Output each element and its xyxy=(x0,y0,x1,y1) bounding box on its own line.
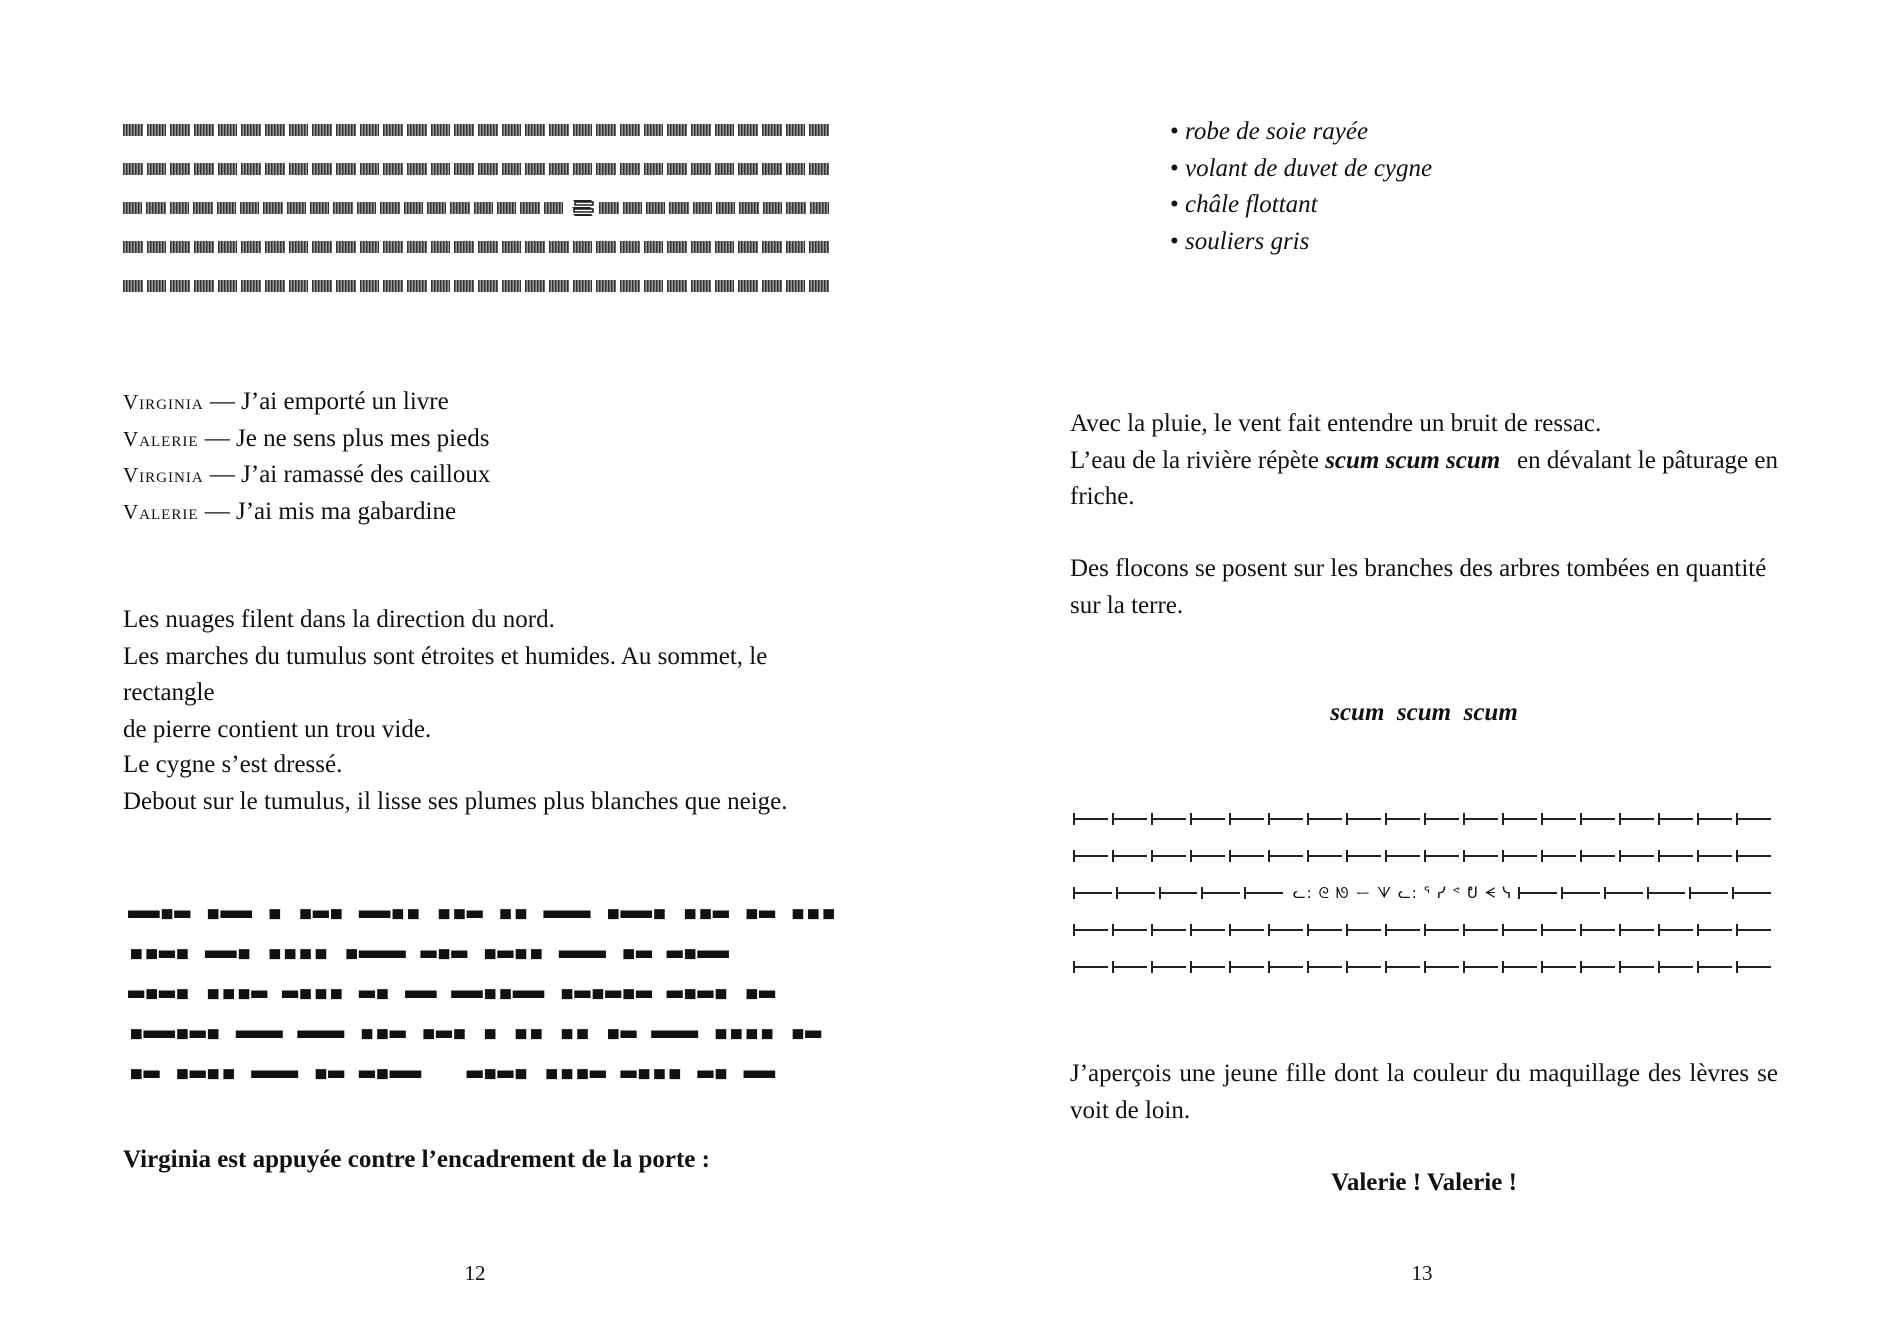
books-stack-icon xyxy=(569,195,597,221)
dialogue-block xyxy=(123,384,490,530)
paragraph-flocons: Des flocons se posent sur les branches des arbres tombées en quantité sur la terre. xyxy=(1070,555,1767,619)
tick-row xyxy=(1073,874,1775,911)
emphasis-scum: scum scum scum xyxy=(1325,446,1501,474)
paragraph-jeune-fille: J’aperçois une jeune fille dont la couleur du maquillage des lèvres se voit de loin. xyxy=(1070,1060,1778,1124)
page-number: 13 xyxy=(1411,1261,1433,1285)
tick-row xyxy=(1073,911,1775,948)
costume-list xyxy=(1170,114,1432,260)
striped-row xyxy=(123,202,829,214)
list-item: • volant de duvet de cygne xyxy=(1170,151,1432,188)
morse-line: ▬▬▪▬ ▪▬▬ ▪ ▪▬▪ ▬▬▪▪ ▪▪▬ ▪▪ ▬▬▬ ▪▬▬▪ ▪▪▬ ▪▬ ▪▪▪ xyxy=(128,898,836,928)
striped-row xyxy=(123,163,829,175)
tick-line-block xyxy=(1073,800,1775,985)
dialogue-line: Virginia — J’ai ramassé des cailloux xyxy=(123,461,491,488)
dialogue-line: Valerie — Je ne sens plus mes pieds xyxy=(123,424,490,452)
striped-row xyxy=(123,241,829,253)
paragraph-cygne: Le cygne s’est dressé. Debout sur le tumulus, il lisse ses plumes plus blanches que neige. xyxy=(123,751,788,815)
call-valerie: Valerie ! Valerie ! xyxy=(1331,1169,1517,1196)
paragraph-nuages: Les nuages filent dans la direction du nord. Les marches du tumulus sont étroites et humides. Au sommet, le rectangle de pierre contient un trou vide. xyxy=(123,606,768,743)
morse-line: ▬▪▬▪ ▪▪▪▬ ▬▪▪▪ ▬▪ ▬▬ ▬▬▪▪▬▬ ▪▬▪▬▪▬ ▬▪▬▪ ▪▬ xyxy=(128,978,775,1008)
tick-row xyxy=(1073,948,1775,985)
refrain-scum: scum scum scum xyxy=(1330,699,1518,726)
morse-line: ▪▪▬▪ ▬▬▪ ▪▪▪▪ ▪▬▬▬ ▬▪▬ ▪▬▪▪ ▬▬▬ ▪▬ ▬▪▬▬ xyxy=(128,938,729,968)
morse-line: ▪▬▬▪▬▪ ▬▬▬ ▬▬▬ ▪▪▬ ▪▬▪ ▪ ▪▪ ▪▪ ▪▬ ▬▬▬ ▪▪▪▪ ▪▬ xyxy=(128,1018,821,1048)
dialogue-line: Valerie — J’ai mis ma gabardine xyxy=(123,497,457,525)
list-item: • robe de soie rayée xyxy=(1170,114,1432,151)
closing-line: Virginia est appuyée contre l’encadrement de la porte : xyxy=(123,1146,710,1173)
morse-line: ▪▬ ▪▬▪▪ ▬▬▬ ▪▬ ▬▪▬▬ ▬▪▬▪ ▪▪▪▬ ▬▪▪▪ ▬▪ ▬▬ xyxy=(128,1058,775,1088)
striped-row xyxy=(123,124,829,136)
tick-row xyxy=(1073,800,1775,837)
tick-row xyxy=(1073,837,1775,874)
page-number: 12 xyxy=(464,1261,486,1285)
glyph-run: ᓚ: ᘓ ᘚ ー ᗐ ᓚ: ᕐ ᓯ ᕝ ᕞ ᗕ ᓭ xyxy=(1292,884,1513,902)
list-item: • châle flottant xyxy=(1170,187,1432,224)
striped-pattern-block xyxy=(123,124,829,319)
striped-row xyxy=(123,280,829,292)
dialogue-line: Virginia — J’ai emporté un livre xyxy=(123,388,449,415)
paragraph-pluie: Avec la pluie, le vent fait entendre un bruit de ressac. L’eau de la rivière répète scum scum scum en dévalant le pâturage en friche. xyxy=(1070,410,1778,510)
morse-code-block xyxy=(128,893,836,1093)
list-item: • souliers gris xyxy=(1170,224,1432,261)
